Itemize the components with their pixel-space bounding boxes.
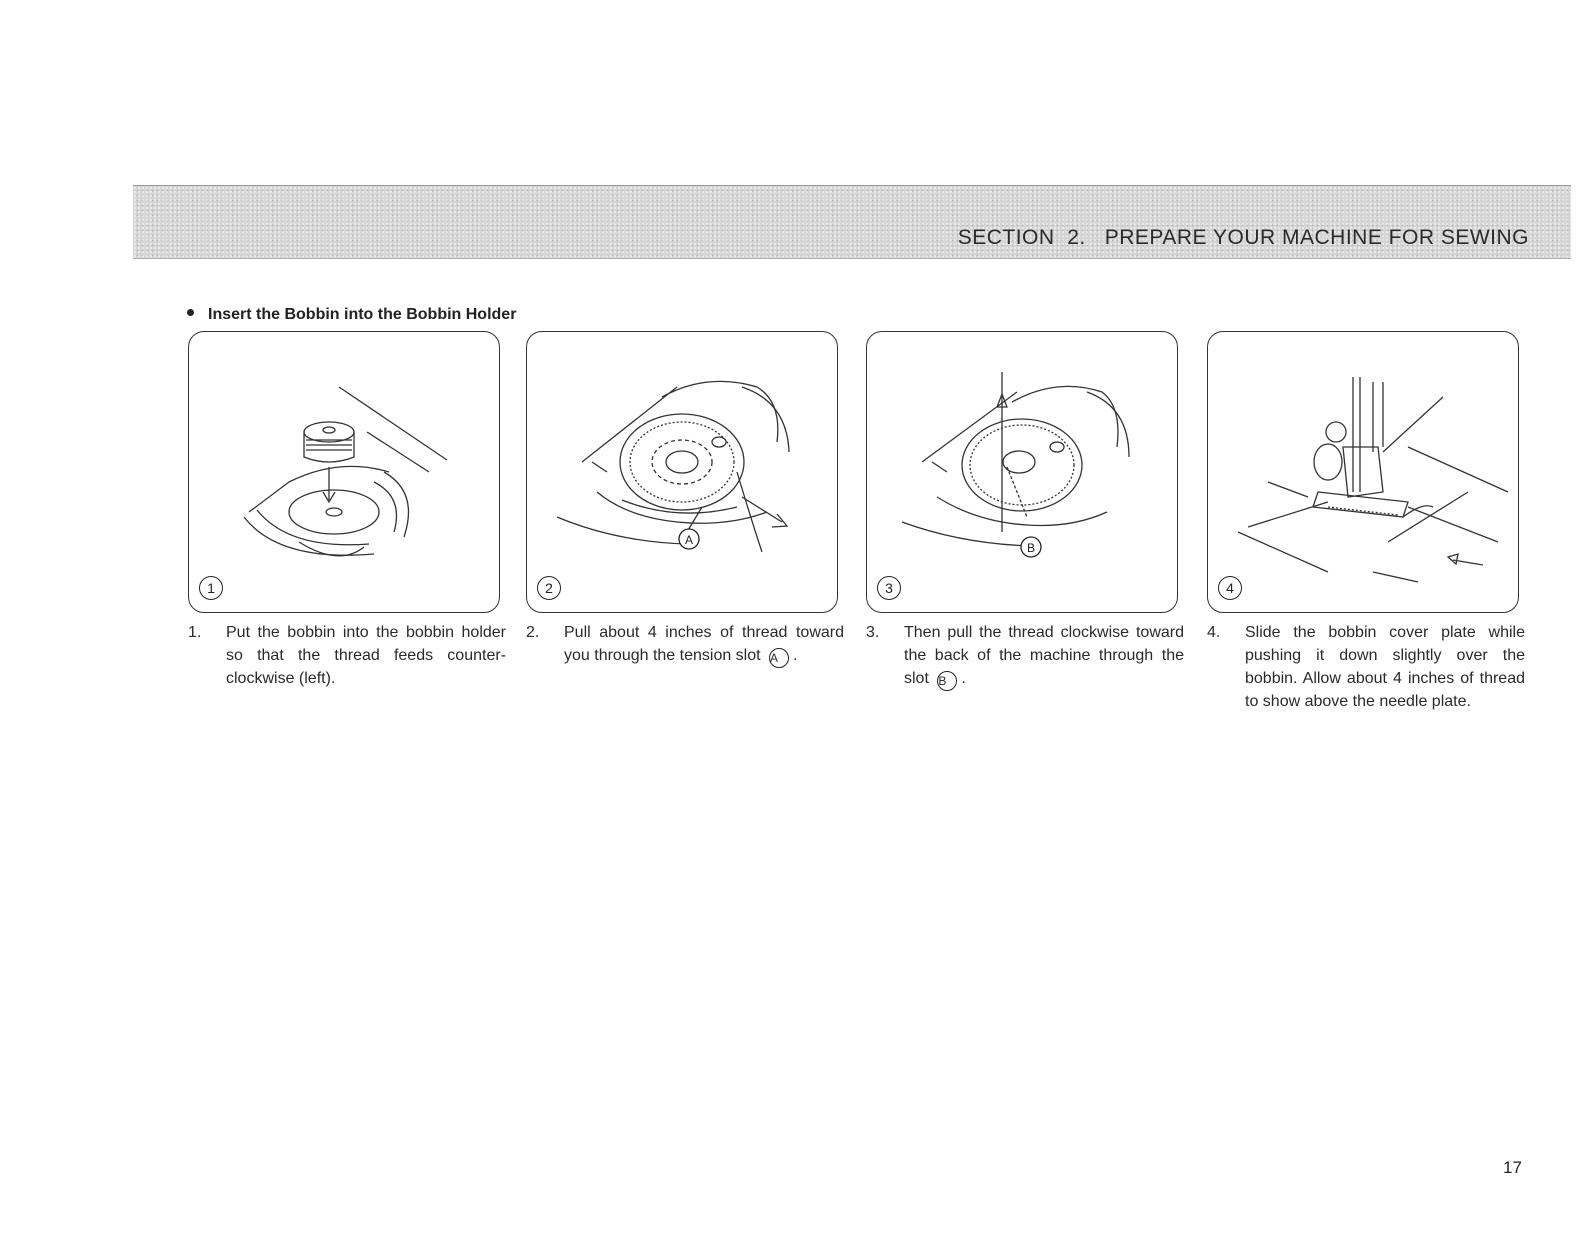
step-2-text-end: .	[793, 647, 798, 664]
step-3-text-end: .	[961, 670, 966, 687]
step-2-text	[564, 621, 844, 668]
step-1-number: 1.	[188, 624, 202, 641]
cover-plate-illustration	[1208, 332, 1518, 612]
step-4-text: Slide the bobbin cover plate while pushing it down slightly over the bobbin. Allow about 4 inches of thread to show above the needle plate.	[1245, 624, 1525, 710]
step-2-text-body: Pull about 4 inches of thread toward you through the tension slot	[564, 624, 844, 664]
callout-b	[1021, 537, 1041, 557]
figure-label-3: 3	[877, 576, 901, 600]
figure-panel-4	[1207, 331, 1519, 613]
section-banner	[133, 185, 1571, 259]
callout-b-label: B	[1026, 541, 1036, 555]
step-4-number: 4.	[1207, 624, 1221, 641]
step-3-ref-b: B	[937, 671, 957, 691]
step-3	[866, 621, 1184, 691]
bullet-icon	[187, 309, 194, 316]
step-2	[526, 621, 844, 668]
bobbin-insert-illustration	[189, 332, 499, 612]
figure-label-2: 2	[537, 576, 561, 600]
figure-panel-1	[188, 331, 500, 613]
step-3-text	[904, 621, 1184, 691]
procedure-heading-text: Insert the Bobbin into the Bobbin Holder	[208, 306, 517, 323]
step-1-text: Put the bobbin into the bobbin holder so that the thread feeds counter-clockwise (left).	[226, 624, 506, 687]
step-4	[1207, 621, 1525, 713]
figure-panel-3	[866, 331, 1178, 613]
section-title: SECTION 2. PREPARE YOUR MACHINE FOR SEWING	[957, 226, 1529, 249]
figure-panel-2	[526, 331, 838, 613]
tension-slot-illustration	[527, 332, 837, 612]
figure-label-1: 1	[199, 576, 223, 600]
step-3-text-body: Then pull the thread clockwise toward the back of the machine through the slot	[904, 624, 1184, 687]
callout-a-label: A	[684, 533, 694, 547]
figure-label-4: 4	[1218, 576, 1242, 600]
thread-slot-illustration	[867, 332, 1177, 612]
page-number: 17	[1503, 1158, 1522, 1177]
step-2-ref-a: A	[769, 648, 789, 668]
procedure-heading	[187, 306, 516, 324]
step-2-number: 2.	[526, 624, 540, 641]
callout-a	[679, 529, 699, 549]
step-1	[188, 621, 506, 690]
step-3-number: 3.	[866, 624, 880, 641]
